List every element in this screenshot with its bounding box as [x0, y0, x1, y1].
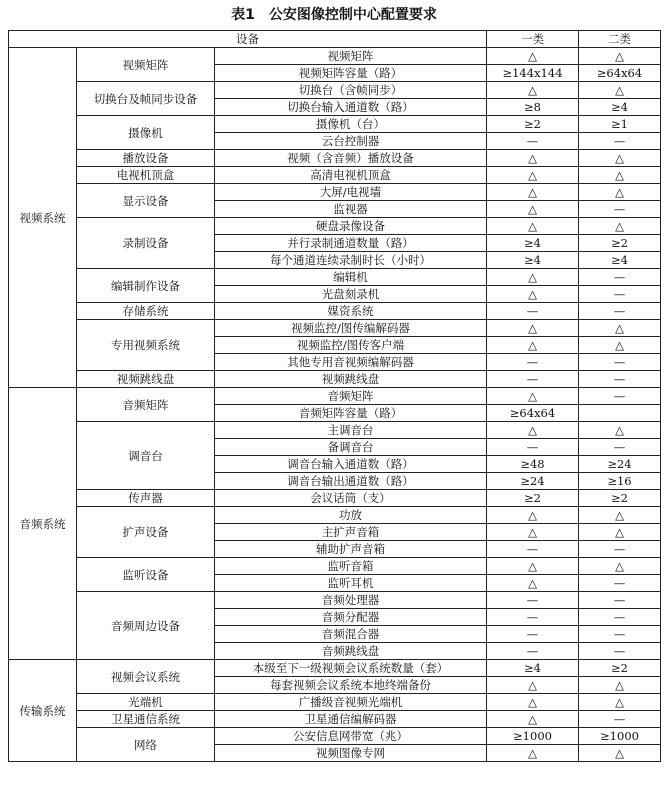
item-name-cell: 每套视频会议系统本地终端备份 [215, 677, 487, 694]
class1-value-cell: — [487, 439, 579, 456]
class2-value-cell: △ [579, 167, 661, 184]
group-name-cell: 光端机 [77, 694, 215, 711]
class2-value-cell: ≥2 [579, 660, 661, 677]
class1-value-cell: — [487, 354, 579, 371]
class2-value-cell: — [579, 439, 661, 456]
class2-value-cell: — [579, 626, 661, 643]
item-name-cell: 硬盘录像设备 [215, 218, 487, 235]
class1-value-cell: ≥4 [487, 235, 579, 252]
group-name-cell: 网络 [77, 728, 215, 762]
class1-value-cell: ≥48 [487, 456, 579, 473]
class1-value-cell: △ [487, 422, 579, 439]
group-name-cell: 调音台 [77, 422, 215, 490]
table-row [9, 711, 661, 728]
table-row [9, 150, 661, 167]
table-row [9, 728, 661, 745]
class2-value-cell: ≥24 [579, 456, 661, 473]
group-name-cell: 电视机顶盒 [77, 167, 215, 184]
item-name-cell: 卫星通信编解码器 [215, 711, 487, 728]
class1-value-cell: △ [487, 524, 579, 541]
class1-value-cell: ≥144x144 [487, 65, 579, 82]
group-name-cell: 传声器 [77, 490, 215, 507]
table-row [9, 320, 661, 337]
class2-value-cell: — [579, 711, 661, 728]
class2-value-cell: ≥64x64 [579, 65, 661, 82]
item-name-cell: 功放 [215, 507, 487, 524]
class2-value-cell: ≥2 [579, 235, 661, 252]
class1-value-cell: ≥2 [487, 116, 579, 133]
table-row [9, 422, 661, 439]
class1-value-cell: △ [487, 507, 579, 524]
class2-value-cell: ≥4 [579, 99, 661, 116]
group-name-cell: 视频矩阵 [77, 48, 215, 82]
class1-value-cell: △ [487, 201, 579, 218]
table-row [9, 660, 661, 677]
item-name-cell: 视频图像专网 [215, 745, 487, 762]
class2-value-cell: ≥16 [579, 473, 661, 490]
item-name-cell: 主扩声音箱 [215, 524, 487, 541]
class1-value-cell: △ [487, 337, 579, 354]
class2-value-cell: ≥1000 [579, 728, 661, 745]
class2-value-cell: △ [579, 422, 661, 439]
class1-value-cell: ≥2 [487, 490, 579, 507]
item-name-cell: 会议话筒（支） [215, 490, 487, 507]
header-class1: 一类 [487, 31, 579, 48]
item-name-cell: 云台控制器 [215, 133, 487, 150]
group-name-cell: 专用视频系统 [77, 320, 215, 371]
class2-value-cell: — [579, 643, 661, 660]
class1-value-cell: △ [487, 269, 579, 286]
item-name-cell: 视频监控/图传编解码器 [215, 320, 487, 337]
group-name-cell: 显示设备 [77, 184, 215, 218]
class1-value-cell: — [487, 592, 579, 609]
class1-value-cell: △ [487, 218, 579, 235]
class1-value-cell: — [487, 303, 579, 320]
class2-value-cell: — [579, 592, 661, 609]
class2-value-cell: — [579, 388, 661, 405]
item-name-cell: 监听耳机 [215, 575, 487, 592]
class1-value-cell: ≥8 [487, 99, 579, 116]
item-name-cell: 媒资系统 [215, 303, 487, 320]
class2-value-cell: △ [579, 558, 661, 575]
class2-value-cell: △ [579, 677, 661, 694]
class2-value-cell: ≥4 [579, 252, 661, 269]
item-name-cell: 调音台输入通道数（路） [215, 456, 487, 473]
group-name-cell: 存储系统 [77, 303, 215, 320]
item-name-cell: 音频分配器 [215, 609, 487, 626]
item-name-cell: 视频矩阵容量（路） [215, 65, 487, 82]
class1-value-cell: △ [487, 745, 579, 762]
header-device: 设备 [9, 31, 487, 48]
table-row [9, 269, 661, 286]
item-name-cell: 视频跳线盘 [215, 371, 487, 388]
table-row [9, 116, 661, 133]
class1-value-cell: ≥24 [487, 473, 579, 490]
item-name-cell: 备调音台 [215, 439, 487, 456]
config-table [8, 30, 661, 762]
class2-value-cell: — [579, 354, 661, 371]
group-name-cell: 监听设备 [77, 558, 215, 592]
item-name-cell: 大屏/电视墙 [215, 184, 487, 201]
class2-value-cell: △ [579, 694, 661, 711]
group-name-cell: 视频会议系统 [77, 660, 215, 694]
table-row [9, 388, 661, 405]
class1-value-cell: △ [487, 711, 579, 728]
item-name-cell: 音频矩阵容量（路） [215, 405, 487, 422]
table-row [9, 507, 661, 524]
class1-value-cell: △ [487, 388, 579, 405]
class1-value-cell: — [487, 626, 579, 643]
table-row [9, 371, 661, 388]
class2-value-cell: — [579, 201, 661, 218]
table-row [9, 694, 661, 711]
item-name-cell: 音频跳线盘 [215, 643, 487, 660]
item-name-cell: 辅助扩声音箱 [215, 541, 487, 558]
item-name-cell: 主调音台 [215, 422, 487, 439]
class2-value-cell: — [579, 575, 661, 592]
class1-value-cell: △ [487, 167, 579, 184]
class1-value-cell: — [487, 541, 579, 558]
class2-value-cell: △ [579, 337, 661, 354]
class1-value-cell: △ [487, 558, 579, 575]
item-name-cell: 视频矩阵 [215, 48, 487, 65]
item-name-cell: 公安信息网带宽（兆） [215, 728, 487, 745]
class1-value-cell: △ [487, 150, 579, 167]
table-row [9, 218, 661, 235]
class1-value-cell: ≥4 [487, 660, 579, 677]
table-body [9, 48, 661, 762]
class1-value-cell: — [487, 643, 579, 660]
class2-value-cell [579, 405, 661, 422]
item-name-cell: 切换台（含帧同步） [215, 82, 487, 99]
item-name-cell: 本级至下一级视频会议系统数量（套） [215, 660, 487, 677]
table-row [9, 558, 661, 575]
item-name-cell: 并行录制通道数量（路） [215, 235, 487, 252]
item-name-cell: 视频（含音频）播放设备 [215, 150, 487, 167]
class1-value-cell: △ [487, 48, 579, 65]
item-name-cell: 广播级音视频光端机 [215, 694, 487, 711]
group-name-cell: 编辑制作设备 [77, 269, 215, 303]
class2-value-cell: — [579, 286, 661, 303]
class2-value-cell: △ [579, 745, 661, 762]
class2-value-cell: — [579, 133, 661, 150]
class1-value-cell: △ [487, 82, 579, 99]
item-name-cell: 调音台输出通道数（路） [215, 473, 487, 490]
table-row [9, 48, 661, 65]
item-name-cell: 光盘刻录机 [215, 286, 487, 303]
group-name-cell: 摄像机 [77, 116, 215, 150]
class1-value-cell: △ [487, 320, 579, 337]
class2-value-cell: △ [579, 82, 661, 99]
item-name-cell: 监视器 [215, 201, 487, 218]
group-name-cell: 录制设备 [77, 218, 215, 269]
class2-value-cell: — [579, 303, 661, 320]
group-name-cell: 视频跳线盘 [77, 371, 215, 388]
item-name-cell: 高清电视机顶盒 [215, 167, 487, 184]
class2-value-cell: △ [579, 218, 661, 235]
class2-value-cell: — [579, 269, 661, 286]
class2-value-cell: — [579, 609, 661, 626]
item-name-cell: 每个通道连续录制时长（小时） [215, 252, 487, 269]
class2-value-cell: — [579, 371, 661, 388]
header-row [9, 31, 661, 48]
system-name-cell: 传输系统 [9, 660, 77, 762]
system-name-cell: 视频系统 [9, 48, 77, 388]
item-name-cell: 其他专用音视频编解码器 [215, 354, 487, 371]
header-class2: 二类 [579, 31, 661, 48]
group-name-cell: 音频周边设备 [77, 592, 215, 660]
class1-value-cell: — [487, 609, 579, 626]
class2-value-cell: △ [579, 184, 661, 201]
class2-value-cell: ≥1 [579, 116, 661, 133]
class1-value-cell: △ [487, 286, 579, 303]
table-row [9, 184, 661, 201]
class1-value-cell: △ [487, 677, 579, 694]
item-name-cell: 编辑机 [215, 269, 487, 286]
class2-value-cell: △ [579, 524, 661, 541]
class2-value-cell: △ [579, 48, 661, 65]
class2-value-cell: △ [579, 320, 661, 337]
class1-value-cell: △ [487, 575, 579, 592]
class1-value-cell: ≥64x64 [487, 405, 579, 422]
class1-value-cell: — [487, 371, 579, 388]
class2-value-cell: △ [579, 507, 661, 524]
group-name-cell: 音频矩阵 [77, 388, 215, 422]
group-name-cell: 播放设备 [77, 150, 215, 167]
item-name-cell: 摄像机（台） [215, 116, 487, 133]
class2-value-cell: ≥2 [579, 490, 661, 507]
item-name-cell: 音频矩阵 [215, 388, 487, 405]
group-name-cell: 切换台及帧同步设备 [77, 82, 215, 116]
table-row [9, 490, 661, 507]
table-row [9, 82, 661, 99]
item-name-cell: 音频混合器 [215, 626, 487, 643]
group-name-cell: 卫星通信系统 [77, 711, 215, 728]
class1-value-cell: ≥4 [487, 252, 579, 269]
class2-value-cell: — [579, 541, 661, 558]
class1-value-cell: △ [487, 694, 579, 711]
table-row [9, 592, 661, 609]
class2-value-cell: △ [579, 150, 661, 167]
table-title: 表1 公安图像控制中心配置要求 [231, 7, 437, 23]
class1-value-cell: — [487, 133, 579, 150]
class1-value-cell: △ [487, 184, 579, 201]
table-row [9, 303, 661, 320]
item-name-cell: 视频监控/图传客户端 [215, 337, 487, 354]
table-row [9, 167, 661, 184]
item-name-cell: 监听音箱 [215, 558, 487, 575]
class1-value-cell: ≥1000 [487, 728, 579, 745]
group-name-cell: 扩声设备 [77, 507, 215, 558]
item-name-cell: 切换台输入通道数（路） [215, 99, 487, 116]
item-name-cell: 音频处理器 [215, 592, 487, 609]
system-name-cell: 音频系统 [9, 388, 77, 660]
